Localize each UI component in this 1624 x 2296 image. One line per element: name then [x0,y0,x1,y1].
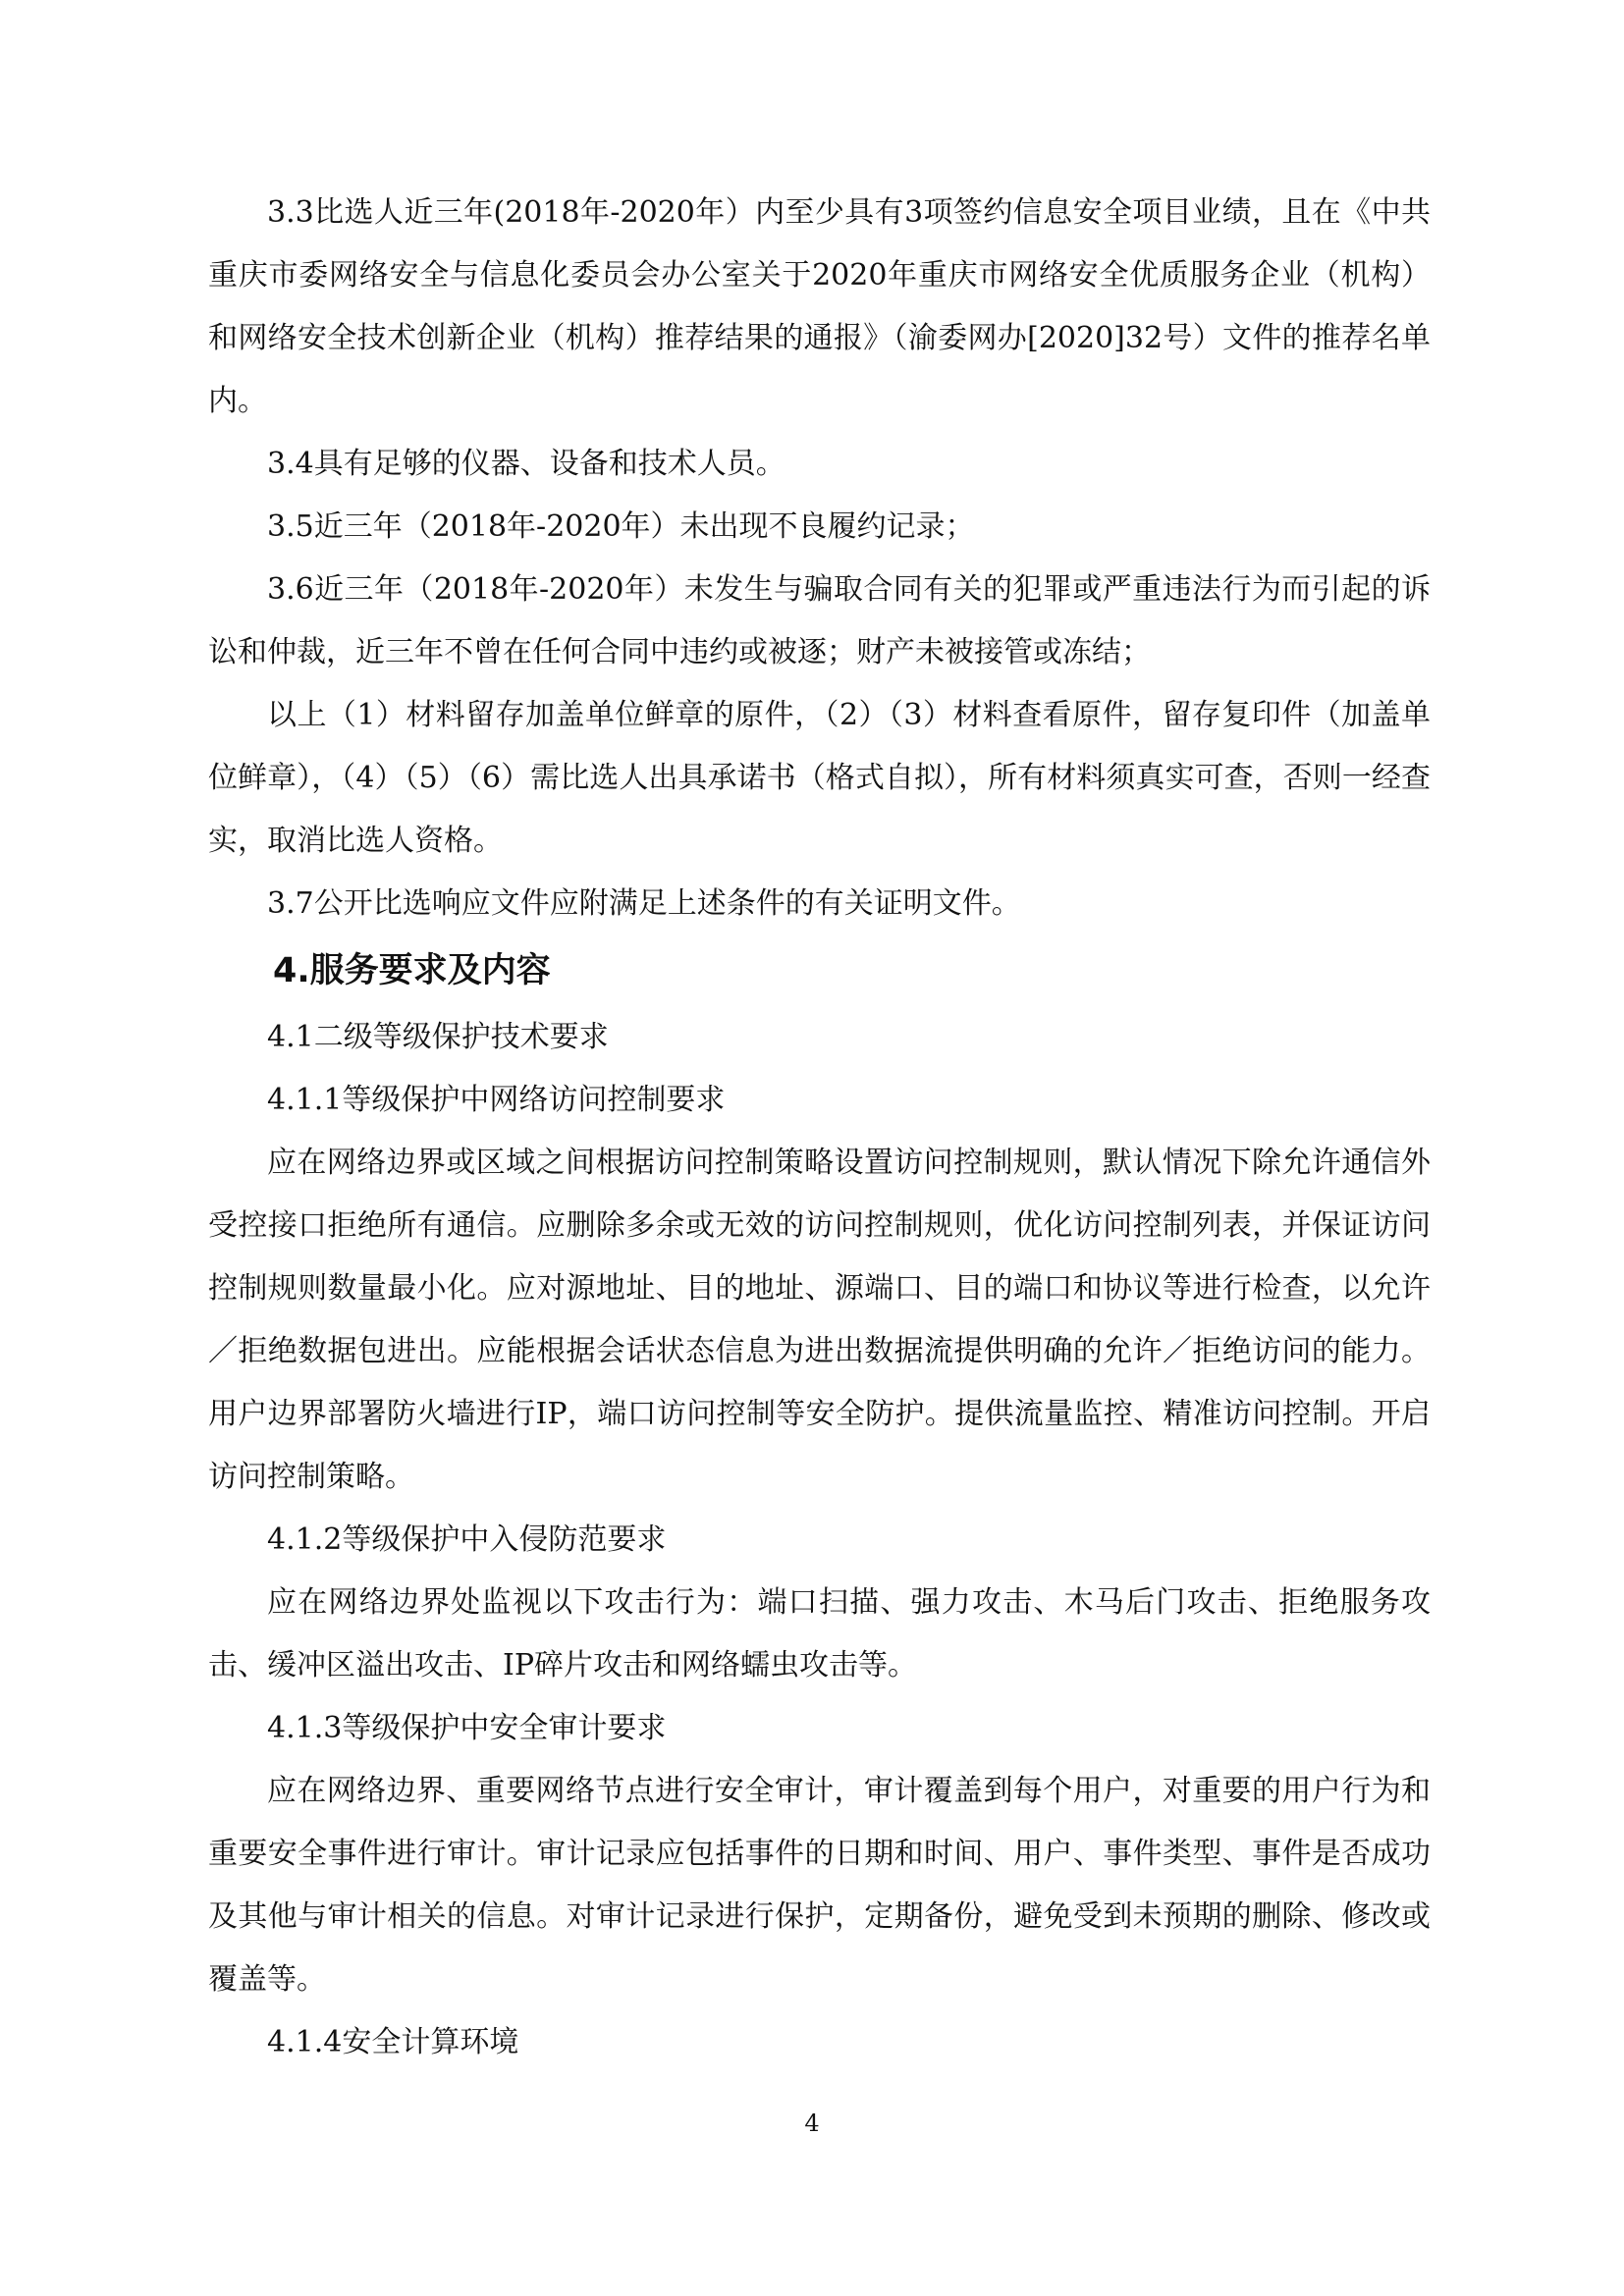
paragraph-intrusion-prevention: 应在网络边界处监视以下攻击行为：端口扫描、强力攻击、木马后门攻击、拒绝服务攻击、缓冲区溢出攻击、IP碎片攻击和网络蠕虫攻击等。 [208,1585,1431,1682]
paragraph-security-audit: 应在网络边界、重要网络节点进行安全审计，审计覆盖到每个用户，对重要的用户行为和重要安全事件进行审计。审计记录应包括事件的日期和时间、用户、事件类型、事件是否成功及其他与审计相关的信息。对审计记录进行保护，定期备份，避免受到未预期的删除、修改或覆盖等。 [208,1774,1431,1997]
subheading-4-1-4: 4.1.4安全计算环境 [267,2025,519,2059]
subheading-4-1-2: 4.1.2等级保护中入侵防范要求 [267,1522,667,1557]
paragraph-materials-note: 以上（1）材料留存加盖单位鲜章的原件，（2）（3）材料查看原件，留存复印件（加盖单位鲜章），（4）（5）（6）需比选人出具承诺书（格式自拟），所有材料须真实可查，否则一经查实，取消比选人资格。 [208,698,1431,858]
page-number: 4 [804,2109,820,2137]
subheading-4-1-3: 4.1.3等级保护中安全审计要求 [267,1711,667,1745]
subheading-4-1-1: 4.1.1等级保护中网络访问控制要求 [267,1083,726,1117]
paragraph-3-4: 3.4具有足够的仪器、设备和技术人员。 [267,447,785,481]
paragraph-3-3: 3.3比选人近三年(2018年-2020年）内至少具有3项签约信息安全项目业绩，且在《中共重庆市委网络安全与信息化委员会办公室关于2020年重庆市网络安全优质服务企业（机构）和网络安全技术创新企业（机构）推荐结果的通报》（渝委网办[2020]32号）文件的推荐名单内。 [208,195,1431,418]
section-heading-4: 4.服务要求及内容 [273,951,551,990]
paragraph-3-7: 3.7公开比选响应文件应附满足上述条件的有关证明文件。 [267,886,1021,921]
paragraph-access-control: 应在网络边界或区域之间根据访问控制策略设置访问控制规则，默认情况下除允许通信外受控接口拒绝所有通信。应删除多余或无效的访问控制规则，优化访问控制列表，并保证访问控制规则数量最小化。应对源地址、目的地址、源端口、目的端口和协议等进行检查，以允许／拒绝数据包进出。应能根据会话状态信息为进出数据流提供明确的允许／拒绝访问的能力。用户边界部署防火墙进行IP，端口访问控制等安全防护。提供流量监控、精准访问控制。开启访问控制策略。 [208,1146,1431,1494]
subheading-4-1: 4.1二级等级保护技术要求 [267,1020,609,1054]
paragraph-3-6: 3.6近三年（2018年-2020年）未发生与骗取合同有关的犯罪或严重违法行为而引起的诉讼和仲裁，近三年不曾在任何合同中违约或被逐；财产未被接管或冻结； [208,572,1431,669]
paragraph-3-5: 3.5近三年（2018年-2020年）未出现不良履约记录； [267,509,975,544]
document-body [208,182,1431,2074]
